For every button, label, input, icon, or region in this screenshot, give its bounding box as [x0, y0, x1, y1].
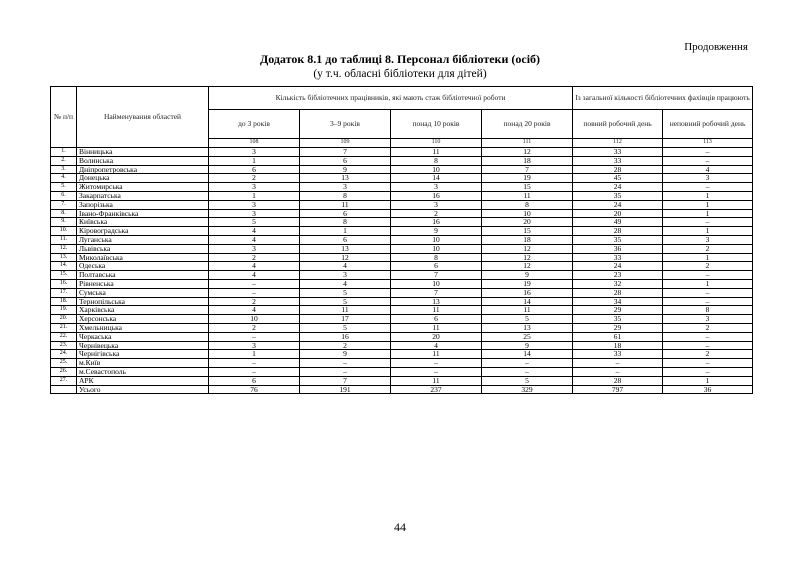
- region-name: Кіровоградська: [77, 227, 209, 236]
- value-cell: 12: [482, 244, 573, 253]
- value-cell: 2: [209, 174, 300, 183]
- region-name: Вінницька: [77, 148, 209, 157]
- total-value: 797: [573, 385, 663, 394]
- region-name: Донецька: [77, 174, 209, 183]
- value-cell: 35: [573, 191, 663, 200]
- total-row: [51, 385, 753, 394]
- row-number: 14.: [51, 262, 77, 271]
- value-cell: 10: [209, 315, 300, 324]
- value-cell: 3: [663, 315, 753, 324]
- value-cell: 3: [209, 183, 300, 192]
- value-cell: 36: [573, 244, 663, 253]
- value-cell: 3: [663, 174, 753, 183]
- value-cell: 9: [482, 341, 573, 350]
- table-row: [51, 227, 753, 236]
- value-cell: 12: [482, 253, 573, 262]
- value-cell: –: [209, 332, 300, 341]
- value-cell: 35: [573, 315, 663, 324]
- value-cell: 15: [482, 183, 573, 192]
- value-cell: 3: [663, 235, 753, 244]
- value-cell: 4: [209, 271, 300, 280]
- value-cell: 1: [663, 209, 753, 218]
- table-row: [51, 367, 753, 376]
- region-name: Харківська: [77, 306, 209, 315]
- value-cell: –: [209, 359, 300, 368]
- continuation-label: Продовження: [684, 41, 748, 53]
- personnel-table: [50, 86, 753, 394]
- value-cell: –: [573, 359, 663, 368]
- value-cell: 29: [573, 323, 663, 332]
- table-row: [51, 235, 753, 244]
- header-col: 3–9 років: [300, 110, 391, 139]
- value-cell: –: [663, 367, 753, 376]
- value-cell: 28: [573, 376, 663, 385]
- row-number: 7.: [51, 200, 77, 209]
- value-cell: 18: [573, 341, 663, 350]
- region-name: Одеська: [77, 262, 209, 271]
- table-row: [51, 218, 753, 227]
- value-cell: 15: [482, 227, 573, 236]
- value-cell: 11: [482, 306, 573, 315]
- table-row: [51, 262, 753, 271]
- value-cell: 9: [391, 227, 482, 236]
- value-cell: 3: [209, 244, 300, 253]
- row-number: 2.: [51, 156, 77, 165]
- row-number: 5.: [51, 183, 77, 192]
- value-cell: 1: [209, 156, 300, 165]
- value-cell: 4: [209, 306, 300, 315]
- row-number: 18.: [51, 297, 77, 306]
- value-cell: 28: [573, 288, 663, 297]
- value-cell: –: [663, 156, 753, 165]
- table-row: [51, 253, 753, 262]
- table-row: [51, 288, 753, 297]
- value-cell: 16: [300, 332, 391, 341]
- value-cell: 4: [663, 165, 753, 174]
- value-cell: 11: [482, 191, 573, 200]
- value-cell: 3: [391, 183, 482, 192]
- region-name: м.Київ: [77, 359, 209, 368]
- value-cell: 20: [391, 332, 482, 341]
- region-name: Чернігівська: [77, 350, 209, 359]
- table-row: [51, 191, 753, 200]
- value-cell: –: [300, 367, 391, 376]
- value-cell: 5: [209, 218, 300, 227]
- row-number: 21.: [51, 323, 77, 332]
- value-cell: 45: [573, 174, 663, 183]
- region-name: Луганська: [77, 235, 209, 244]
- total-value: 191: [300, 385, 391, 394]
- value-cell: 7: [300, 148, 391, 157]
- row-number: 25.: [51, 359, 77, 368]
- row-number: 9.: [51, 218, 77, 227]
- value-cell: 24: [573, 262, 663, 271]
- value-cell: 28: [573, 165, 663, 174]
- header-region: Найменування областей: [77, 87, 209, 148]
- value-cell: 25: [482, 332, 573, 341]
- header-col: неповний робочий день: [663, 110, 753, 139]
- value-cell: –: [300, 359, 391, 368]
- value-cell: –: [663, 183, 753, 192]
- row-number: 16.: [51, 279, 77, 288]
- table-row: [51, 341, 753, 350]
- value-cell: 5: [482, 315, 573, 324]
- value-cell: 13: [300, 174, 391, 183]
- value-cell: 6: [391, 262, 482, 271]
- value-cell: 20: [482, 218, 573, 227]
- region-name: Івано-Франківська: [77, 209, 209, 218]
- value-cell: 10: [391, 244, 482, 253]
- value-cell: 14: [482, 297, 573, 306]
- value-cell: 7: [300, 376, 391, 385]
- value-cell: 10: [391, 165, 482, 174]
- value-cell: 1: [663, 253, 753, 262]
- value-cell: 6: [209, 376, 300, 385]
- value-cell: 11: [391, 350, 482, 359]
- header-experience-group: Кількість бібліотечних працівників, які мають стаж бібліотечної роботи: [209, 87, 573, 110]
- region-name: Житомирська: [77, 183, 209, 192]
- value-cell: 3: [300, 271, 391, 280]
- value-cell: –: [663, 297, 753, 306]
- value-cell: 6: [300, 156, 391, 165]
- region-name: Рівненська: [77, 279, 209, 288]
- value-cell: 19: [482, 279, 573, 288]
- value-cell: 11: [391, 148, 482, 157]
- value-cell: 11: [391, 306, 482, 315]
- header-code: 109: [300, 139, 391, 148]
- row-number: 15.: [51, 271, 77, 280]
- row-number: 1.: [51, 148, 77, 157]
- value-cell: 13: [391, 297, 482, 306]
- value-cell: 12: [482, 262, 573, 271]
- value-cell: 7: [391, 288, 482, 297]
- value-cell: 1: [663, 200, 753, 209]
- value-cell: 2: [663, 244, 753, 253]
- value-cell: –: [209, 279, 300, 288]
- value-cell: 13: [300, 244, 391, 253]
- region-name: Хмельницька: [77, 323, 209, 332]
- value-cell: –: [391, 359, 482, 368]
- value-cell: 13: [482, 323, 573, 332]
- header-code: 113: [663, 139, 753, 148]
- region-name: Херсонська: [77, 315, 209, 324]
- row-number: 20.: [51, 315, 77, 324]
- value-cell: 1: [300, 227, 391, 236]
- value-cell: –: [391, 367, 482, 376]
- value-cell: 5: [300, 297, 391, 306]
- region-name: Волинська: [77, 156, 209, 165]
- row-number: 23.: [51, 341, 77, 350]
- region-name: Полтавська: [77, 271, 209, 280]
- value-cell: 12: [482, 148, 573, 157]
- table-subtitle: (у т.ч. обласні бібліотеки для дітей): [313, 68, 487, 80]
- value-cell: 5: [300, 323, 391, 332]
- value-cell: 2: [300, 341, 391, 350]
- page-number: 44: [394, 520, 406, 534]
- total-value: 36: [663, 385, 753, 394]
- value-cell: 33: [573, 253, 663, 262]
- value-cell: 29: [573, 306, 663, 315]
- region-name: Сумська: [77, 288, 209, 297]
- value-cell: 4: [209, 227, 300, 236]
- row-number: 24.: [51, 350, 77, 359]
- value-cell: 1: [663, 191, 753, 200]
- value-cell: 8: [663, 306, 753, 315]
- value-cell: –: [663, 148, 753, 157]
- row-number: 8.: [51, 209, 77, 218]
- value-cell: 11: [300, 306, 391, 315]
- value-cell: –: [663, 271, 753, 280]
- value-cell: 14: [391, 174, 482, 183]
- value-cell: 3: [209, 209, 300, 218]
- value-cell: 2: [663, 323, 753, 332]
- value-cell: 1: [209, 191, 300, 200]
- region-name: Закарпатська: [77, 191, 209, 200]
- region-name: Черкаська: [77, 332, 209, 341]
- region-name: Тернопільська: [77, 297, 209, 306]
- table-row: [51, 350, 753, 359]
- value-cell: 5: [482, 376, 573, 385]
- value-cell: 1: [663, 279, 753, 288]
- value-cell: 18: [482, 156, 573, 165]
- value-cell: 49: [573, 218, 663, 227]
- value-cell: 12: [300, 253, 391, 262]
- value-cell: –: [663, 359, 753, 368]
- region-name: м.Севастополь: [77, 367, 209, 376]
- value-cell: 10: [391, 279, 482, 288]
- value-cell: 2: [209, 253, 300, 262]
- row-number: 11.: [51, 235, 77, 244]
- total-value: 329: [482, 385, 573, 394]
- header-col: до 3 років: [209, 110, 300, 139]
- value-cell: 10: [482, 209, 573, 218]
- value-cell: 16: [391, 191, 482, 200]
- value-cell: 20: [573, 209, 663, 218]
- table-row: [51, 156, 753, 165]
- value-cell: 8: [300, 191, 391, 200]
- header-code: 108: [209, 139, 300, 148]
- region-name: АРК: [77, 376, 209, 385]
- row-number: 10.: [51, 227, 77, 236]
- value-cell: –: [573, 367, 663, 376]
- total-label: Усього: [77, 385, 209, 394]
- value-cell: 6: [209, 165, 300, 174]
- table-row: [51, 297, 753, 306]
- table-title: Додаток 8.1 до таблиці 8. Персонал бібліотеки (осіб): [259, 52, 541, 66]
- value-cell: 11: [391, 376, 482, 385]
- value-cell: 24: [573, 183, 663, 192]
- row-number: 17.: [51, 288, 77, 297]
- value-cell: 23: [573, 271, 663, 280]
- value-cell: 33: [573, 148, 663, 157]
- row-number: 26.: [51, 367, 77, 376]
- value-cell: 28: [573, 227, 663, 236]
- value-cell: 16: [482, 288, 573, 297]
- value-cell: 4: [209, 262, 300, 271]
- value-cell: 10: [391, 235, 482, 244]
- header-code: 112: [573, 139, 663, 148]
- value-cell: 3: [209, 148, 300, 157]
- value-cell: 4: [391, 341, 482, 350]
- title-block: [0, 52, 800, 81]
- value-cell: 3: [209, 200, 300, 209]
- value-cell: 2: [209, 297, 300, 306]
- row-number: 4.: [51, 174, 77, 183]
- value-cell: 8: [391, 156, 482, 165]
- row-number: 12.: [51, 244, 77, 253]
- value-cell: 19: [482, 174, 573, 183]
- row-number: 6.: [51, 191, 77, 200]
- table-row: [51, 148, 753, 157]
- region-name: Запорізька: [77, 200, 209, 209]
- region-name: Київська: [77, 218, 209, 227]
- table-row: [51, 244, 753, 253]
- value-cell: 1: [663, 376, 753, 385]
- total-value: 237: [391, 385, 482, 394]
- table-row: [51, 279, 753, 288]
- value-cell: –: [663, 218, 753, 227]
- table-row: [51, 209, 753, 218]
- value-cell: 34: [573, 297, 663, 306]
- header-col: понад 20 років: [482, 110, 573, 139]
- value-cell: 4: [300, 279, 391, 288]
- value-cell: 4: [300, 262, 391, 271]
- value-cell: 5: [300, 288, 391, 297]
- value-cell: 14: [482, 350, 573, 359]
- total-value: 76: [209, 385, 300, 394]
- value-cell: –: [209, 367, 300, 376]
- row-number: 22.: [51, 332, 77, 341]
- value-cell: 18: [482, 235, 573, 244]
- table-row: [51, 323, 753, 332]
- value-cell: 16: [391, 218, 482, 227]
- value-cell: –: [209, 288, 300, 297]
- value-cell: 33: [573, 350, 663, 359]
- table-body: [51, 148, 753, 394]
- row-number: 19.: [51, 306, 77, 315]
- value-cell: 8: [482, 200, 573, 209]
- value-cell: 11: [300, 200, 391, 209]
- table-row: [51, 165, 753, 174]
- table-row: [51, 315, 753, 324]
- header-row-groups: [51, 87, 753, 110]
- value-cell: 2: [209, 323, 300, 332]
- value-cell: 33: [573, 156, 663, 165]
- row-number: 13.: [51, 253, 77, 262]
- value-cell: 9: [300, 165, 391, 174]
- header-workload-group: Із загальної кількості бібліотечних фахівців працюють: [573, 87, 753, 110]
- region-name: Миколаївська: [77, 253, 209, 262]
- table-row: [51, 376, 753, 385]
- value-cell: 6: [300, 235, 391, 244]
- value-cell: 8: [391, 253, 482, 262]
- total-blank-cell: [51, 385, 77, 394]
- value-cell: –: [663, 341, 753, 350]
- value-cell: –: [482, 367, 573, 376]
- value-cell: 9: [300, 350, 391, 359]
- value-cell: 9: [482, 271, 573, 280]
- value-cell: 1: [209, 350, 300, 359]
- value-cell: 17: [300, 315, 391, 324]
- value-cell: 4: [209, 235, 300, 244]
- header-num: № п/п: [51, 87, 77, 148]
- value-cell: 2: [663, 350, 753, 359]
- value-cell: 1: [663, 227, 753, 236]
- table-row: [51, 359, 753, 368]
- row-number: 27.: [51, 376, 77, 385]
- value-cell: 6: [391, 315, 482, 324]
- table-row: [51, 271, 753, 280]
- value-cell: 32: [573, 279, 663, 288]
- value-cell: –: [663, 288, 753, 297]
- table-row: [51, 174, 753, 183]
- value-cell: 3: [209, 341, 300, 350]
- value-cell: 3: [300, 183, 391, 192]
- row-number: 3.: [51, 165, 77, 174]
- value-cell: 35: [573, 235, 663, 244]
- region-name: Львівська: [77, 244, 209, 253]
- value-cell: 2: [663, 262, 753, 271]
- value-cell: 24: [573, 200, 663, 209]
- table-row: [51, 306, 753, 315]
- value-cell: –: [663, 332, 753, 341]
- value-cell: 61: [573, 332, 663, 341]
- table-row: [51, 183, 753, 192]
- header-col: понад 10 років: [391, 110, 482, 139]
- header-code: 111: [482, 139, 573, 148]
- header-col: повний робочий день: [573, 110, 663, 139]
- value-cell: 6: [300, 209, 391, 218]
- table-row: [51, 200, 753, 209]
- table-row: [51, 332, 753, 341]
- value-cell: 3: [391, 200, 482, 209]
- value-cell: 7: [482, 165, 573, 174]
- value-cell: 7: [391, 271, 482, 280]
- value-cell: –: [482, 359, 573, 368]
- value-cell: 11: [391, 323, 482, 332]
- value-cell: 2: [391, 209, 482, 218]
- region-name: Дніпропетровська: [77, 165, 209, 174]
- value-cell: 8: [300, 218, 391, 227]
- header-code: 110: [391, 139, 482, 148]
- region-name: Чернівецька: [77, 341, 209, 350]
